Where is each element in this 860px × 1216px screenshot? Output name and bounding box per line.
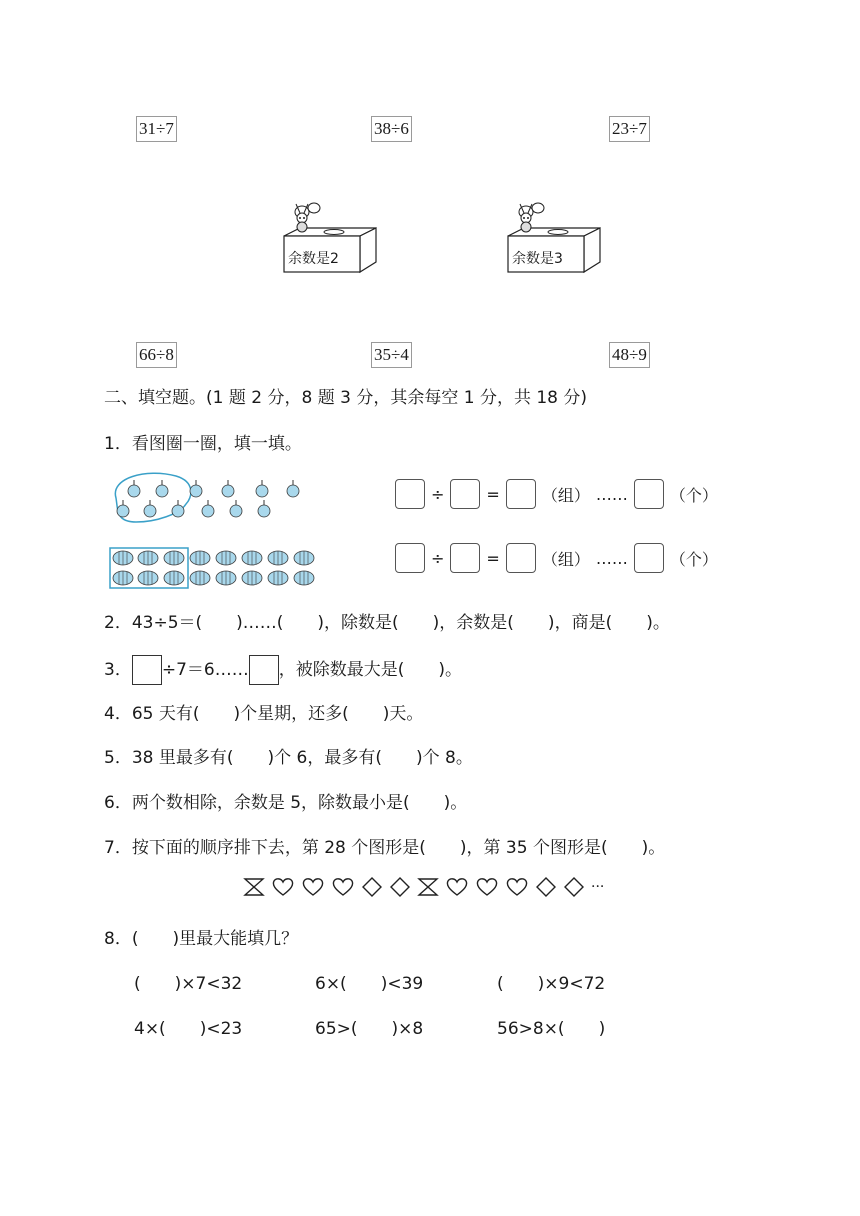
answer-box[interactable] xyxy=(450,543,480,573)
remainder-box-2 xyxy=(276,196,380,276)
question-1-equation-1 xyxy=(395,479,718,509)
remainder-dots: …… xyxy=(595,484,628,504)
card-23-div-7: 23÷7 xyxy=(609,116,650,142)
q8-item-5: 65>( )×8 xyxy=(315,1019,424,1039)
question-2: 2．43÷5＝( )……( )，除数是( )，余数是( )，商是( )。 xyxy=(104,613,670,633)
answer-box[interactable] xyxy=(634,543,664,573)
pumpkins-picture xyxy=(108,546,324,590)
heart-icon xyxy=(301,877,325,897)
question-3 xyxy=(104,655,462,685)
answer-box[interactable] xyxy=(506,543,536,573)
question-1-equation-2 xyxy=(395,543,718,573)
apples-picture xyxy=(106,468,306,528)
diamond-icon xyxy=(535,876,557,898)
unit-groups: （组） xyxy=(541,485,590,505)
question-7: 7．按下面的顺序排下去，第 28 个图形是( )，第 35 个图形是( )。 xyxy=(104,838,666,858)
question-4: 4．65 天有( )个星期，还多( )天。 xyxy=(104,704,424,724)
remainder-box-label: 余数是2 xyxy=(288,251,339,267)
question-3-suffix: ，被除数最大是( )。 xyxy=(278,660,462,680)
unit-pieces: （个） xyxy=(669,549,718,569)
section-2-heading: 二、填空题。(1 题 2 分，8 题 3 分，其余每空 1 分，共 18 分) xyxy=(104,388,588,408)
heart-icon xyxy=(271,877,295,897)
diamond-icon xyxy=(361,876,383,898)
question-3-number: 3． xyxy=(104,660,132,680)
answer-box[interactable] xyxy=(395,479,425,509)
dividend-box[interactable] xyxy=(132,655,162,685)
question-6: 6．两个数相除，余数是 5，除数最小是( )。 xyxy=(104,793,468,813)
q8-item-6: 56>8×( ) xyxy=(497,1019,606,1039)
card-66-div-8: 66÷8 xyxy=(136,342,177,368)
q8-item-4: 4×( )<23 xyxy=(134,1019,243,1039)
card-48-div-9: 48÷9 xyxy=(609,342,650,368)
sequence-ellipsis: ··· xyxy=(591,879,605,895)
shape-sequence xyxy=(243,876,604,898)
answer-box[interactable] xyxy=(395,543,425,573)
heart-icon xyxy=(505,877,529,897)
answer-box[interactable] xyxy=(506,479,536,509)
heart-icon xyxy=(445,877,469,897)
remainder-box[interactable] xyxy=(249,655,279,685)
remainder-box-label: 余数是3 xyxy=(512,251,563,267)
question-3-middle: ÷7＝6…… xyxy=(161,660,249,680)
hourglass-icon xyxy=(417,877,439,897)
question-8-text: 8．( )里最大能填几？ xyxy=(104,929,299,949)
diamond-icon xyxy=(389,876,411,898)
card-31-div-7: 31÷7 xyxy=(136,116,177,142)
card-38-div-6: 38÷6 xyxy=(371,116,412,142)
question-5: 5．38 里最多有( )个 6，最多有( )个 8。 xyxy=(104,748,473,768)
remainder-dots: …… xyxy=(595,548,628,568)
hourglass-icon xyxy=(243,877,265,897)
divide-sign: ÷ xyxy=(431,548,445,568)
q8-item-2: 6×( )<39 xyxy=(315,974,424,994)
equals-sign: = xyxy=(486,548,500,568)
heart-icon xyxy=(475,877,499,897)
q8-item-1: ( )×7<32 xyxy=(134,974,243,994)
q8-item-3: ( )×9<72 xyxy=(497,974,606,994)
equals-sign: = xyxy=(486,484,500,504)
unit-pieces: （个） xyxy=(669,485,718,505)
answer-box[interactable] xyxy=(450,479,480,509)
heart-icon xyxy=(331,877,355,897)
question-1-text: 1．看图圈一圈，填一填。 xyxy=(104,434,302,454)
card-35-div-4: 35÷4 xyxy=(371,342,412,368)
remainder-box-3 xyxy=(500,196,604,276)
diamond-icon xyxy=(563,876,585,898)
answer-box[interactable] xyxy=(634,479,664,509)
divide-sign: ÷ xyxy=(431,484,445,504)
unit-groups: （组） xyxy=(541,549,590,569)
